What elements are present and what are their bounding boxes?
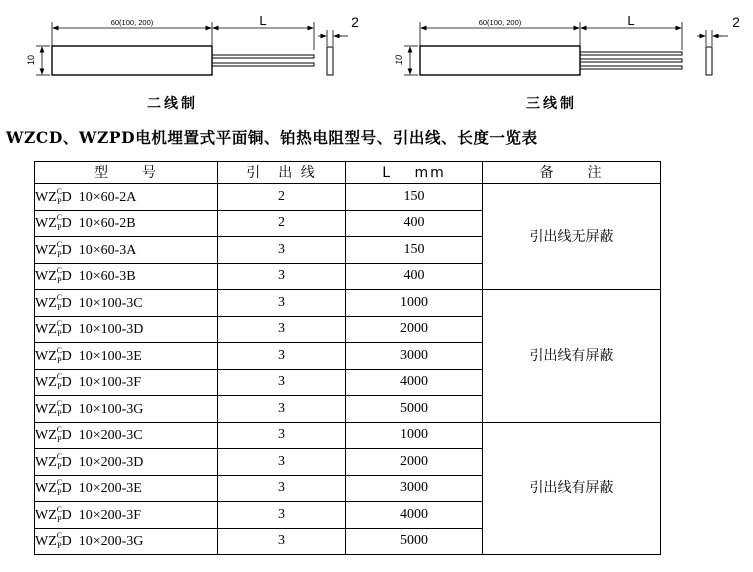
side-view [327,47,333,75]
model-suffix: D [61,242,72,258]
model-subscript: P [57,408,62,418]
table-body [35,184,661,555]
wire-count-cell: 3 [218,528,346,555]
model-prefix: WZ [35,375,57,391]
wire-count-cell: 3 [218,263,346,290]
model-prefix: WZ [35,454,57,470]
wire-count-cell: 2 [218,210,346,237]
three-wire-drawing [394,13,740,75]
model-suffix: D [61,481,72,497]
sensor-body [420,46,580,75]
model-spec: 10×60-2A [78,189,137,205]
model-subscript: P [57,276,62,286]
length-cell: 2000 [346,316,483,343]
model-spec: 10×100-3C [78,295,143,311]
table-row [35,422,661,449]
model-superscript: C [56,372,63,382]
length-cell: 1000 [346,290,483,317]
two-wire-caption: 二线制 [147,96,198,112]
page-title: WZCD、WZPD电机埋置式平面铜、铂热电阻型号、引出线、长度一览表 [6,128,538,147]
model-suffix: D [61,216,72,232]
length-cell: 400 [346,263,483,290]
model-superscript: C [56,478,63,488]
lead-wire [212,63,314,66]
table-row [35,184,661,211]
model-suffix: D [61,295,72,311]
model-prefix: WZ [35,322,57,338]
lead-wire [580,52,682,55]
remarks-cell: 引出线有屏蔽 [483,290,661,423]
model-cell [35,475,218,502]
model-prefix: WZ [35,348,57,364]
length-cell: 150 [346,237,483,264]
height-label: 10 [26,54,36,66]
model-cell [35,210,218,237]
wire-length-label: L [259,13,267,28]
model-prefix: WZ [35,428,57,444]
lead-wire [212,55,314,58]
model-cell [35,528,218,555]
model-suffix: D [61,507,72,523]
wire-count-cell: 2 [218,184,346,211]
wire-count-cell: 3 [218,475,346,502]
model-superscript: C [56,345,63,355]
model-prefix: WZ [35,295,57,311]
model-subscript: P [57,514,62,524]
model-cell [35,237,218,264]
length-cell: 5000 [346,396,483,423]
model-prefix: WZ [35,216,57,232]
model-subscript: P [57,249,62,259]
wire-count-cell: 3 [218,237,346,264]
two-wire-drawing [26,13,359,75]
length-cell: 4000 [346,502,483,529]
wire-count-cell: 3 [218,290,346,317]
model-suffix: D [61,269,72,285]
model-prefix: WZ [35,481,57,497]
model-subscript: P [57,302,62,312]
model-cell [35,502,218,529]
wire-length-label: L [627,13,635,28]
table-row [35,290,661,317]
model-superscript: C [56,239,63,249]
model-cell [35,263,218,290]
model-cell [35,449,218,476]
model-cell [35,290,218,317]
model-cell [35,316,218,343]
spec-table [34,161,661,555]
body-length-label: 60(100, 200) [110,18,154,27]
model-superscript: C [56,213,63,223]
remarks-cell: 引出线无屏蔽 [483,184,661,290]
model-spec: 10×60-2B [78,216,136,232]
model-cell [35,422,218,449]
header-length: L mm [346,162,483,184]
model-prefix: WZ [35,534,57,550]
model-prefix: WZ [35,242,57,258]
length-cell: 3000 [346,343,483,370]
model-superscript: C [56,266,63,276]
model-superscript: C [56,292,63,302]
model-spec: 10×200-3D [78,454,144,470]
model-superscript: C [56,425,63,435]
model-subscript: P [57,488,62,498]
wire-count-cell: 3 [218,369,346,396]
length-cell: 3000 [346,475,483,502]
table-header-row [35,162,661,184]
header-model: 型 号 [35,162,218,184]
model-superscript: C [56,186,63,196]
model-subscript: P [57,196,62,206]
model-prefix: WZ [35,269,57,285]
model-cell [35,369,218,396]
model-spec: 10×60-3A [78,242,137,258]
thickness-label: 2 [351,14,359,30]
height-label: 10 [394,54,404,66]
model-prefix: WZ [35,189,57,205]
model-subscript: P [57,382,62,392]
header-remarks: 备 注 [483,162,661,184]
lead-wire [580,66,682,69]
model-cell [35,396,218,423]
wire-count-cell: 3 [218,422,346,449]
model-spec: 10×100-3E [78,348,142,364]
length-cell: 1000 [346,422,483,449]
wire-count-cell: 3 [218,396,346,423]
model-spec: 10×200-3G [78,534,144,550]
header-wires: 引 出 线 [218,162,346,184]
model-spec: 10×60-3B [78,269,136,285]
wire-count-cell: 3 [218,343,346,370]
wire-count-cell: 3 [218,502,346,529]
sensor-body [52,46,212,75]
model-superscript: C [56,319,63,329]
model-suffix: D [61,454,72,470]
lead-wire [580,59,682,62]
model-subscript: P [57,541,62,551]
three-wire-caption: 三线制 [526,96,577,112]
thickness-label: 2 [732,14,740,30]
body-length-label: 60(100, 200) [478,18,522,27]
model-spec: 10×100-3D [78,322,144,338]
model-subscript: P [57,355,62,365]
length-cell: 150 [346,184,483,211]
model-spec: 10×200-3C [78,428,143,444]
model-superscript: C [56,504,63,514]
model-spec: 10×100-3G [78,401,144,417]
model-cell [35,343,218,370]
model-suffix: D [61,375,72,391]
model-suffix: D [61,401,72,417]
model-spec: 10×200-3E [78,481,142,497]
remarks-cell: 引出线有屏蔽 [483,422,661,555]
model-superscript: C [56,451,63,461]
model-subscript: P [57,223,62,233]
model-cell [35,184,218,211]
model-spec: 10×200-3F [78,507,142,523]
wire-count-cell: 3 [218,316,346,343]
model-subscript: P [57,329,62,339]
model-suffix: D [61,534,72,550]
length-cell: 5000 [346,528,483,555]
length-cell: 4000 [346,369,483,396]
model-suffix: D [61,322,72,338]
length-cell: 2000 [346,449,483,476]
model-superscript: C [56,531,63,541]
model-superscript: C [56,398,63,408]
model-subscript: P [57,435,62,445]
wire-count-cell: 3 [218,449,346,476]
model-subscript: P [57,461,62,471]
model-prefix: WZ [35,401,57,417]
length-cell: 400 [346,210,483,237]
model-suffix: D [61,189,72,205]
side-view [706,47,712,75]
model-spec: 10×100-3F [78,375,142,391]
sensor-drawings [0,0,753,118]
model-suffix: D [61,348,72,364]
model-suffix: D [61,428,72,444]
model-prefix: WZ [35,507,57,523]
